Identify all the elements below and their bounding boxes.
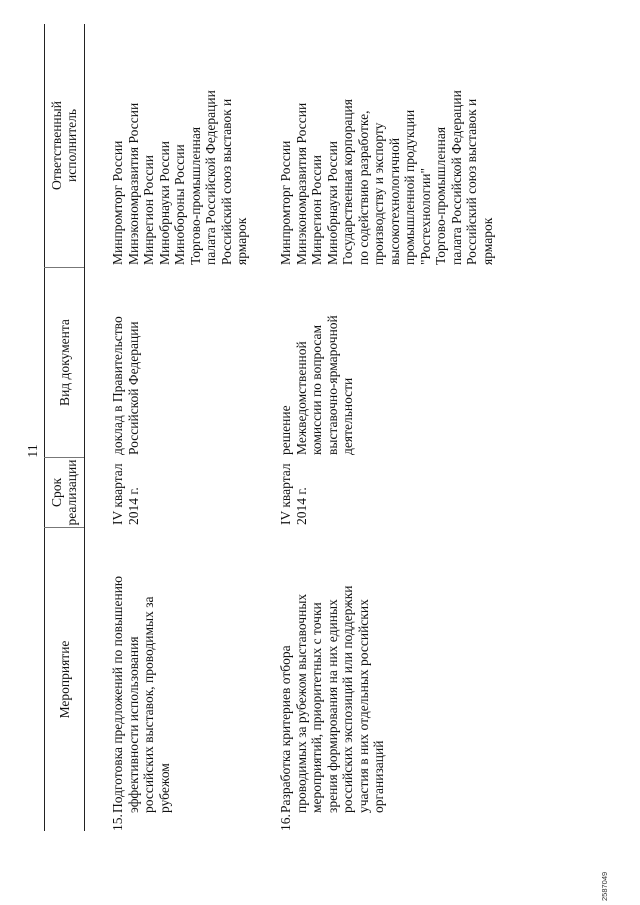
- table-header-rule: [84, 24, 85, 831]
- row-deadline: IV квартал 2014 г.: [278, 463, 309, 525]
- header-document-type: Вид документа: [56, 319, 72, 406]
- page-number: 11: [26, 444, 41, 458]
- header-deadline-line1: Срок: [49, 477, 64, 508]
- row-number: 15.: [110, 814, 125, 831]
- header-responsible-line2: исполнитель: [64, 109, 79, 182]
- row-number: 16.: [278, 814, 293, 831]
- header-deadline-line2: реализации: [64, 459, 79, 526]
- row-document-type: решение Межведомственной комиссии по вопросам выставочно-ярмарочной деятельности: [278, 315, 355, 455]
- row-responsible: Минпромторг России Минэкономразвития России Минрегион России Минобрнауки России Государственная корпорация по содействию разработке, производству и экспорту высокотехнологичной промышленной продукции "Ростехнологии" Торгово-промышленная палата Российской Федерации Российский союз выставок и ярмарок: [278, 90, 495, 265]
- row-document-type: доклад в Правительство Российской Федерации: [110, 316, 141, 455]
- row-event: Подготовка предложений по повышению эффективности использования российских выставок, проводимых за рубежом: [110, 575, 172, 813]
- document-code: 2587049: [600, 871, 609, 901]
- row-deadline: IV квартал 2014 г.: [110, 463, 141, 525]
- header-deadline: [44, 458, 84, 527]
- header-event: Мероприятие: [56, 640, 72, 719]
- header-responsible: [44, 24, 84, 267]
- row-responsible: Минпромторг России Минэкономразвития России Минрегион России Минобрнауки России Минобороны России Торгово-промышленная палата Российской Федерации Российский союз выставок и ярмарок: [110, 90, 249, 265]
- header-responsible-line1: Ответственный: [49, 101, 64, 190]
- row-event: Разработка критериев отбора проводимых за рубежом выставочных мероприятий, приоритетных с точки зрения формирования на них единых российских экспозиций или поддержки участия в них отдельных российских организаций: [278, 585, 386, 813]
